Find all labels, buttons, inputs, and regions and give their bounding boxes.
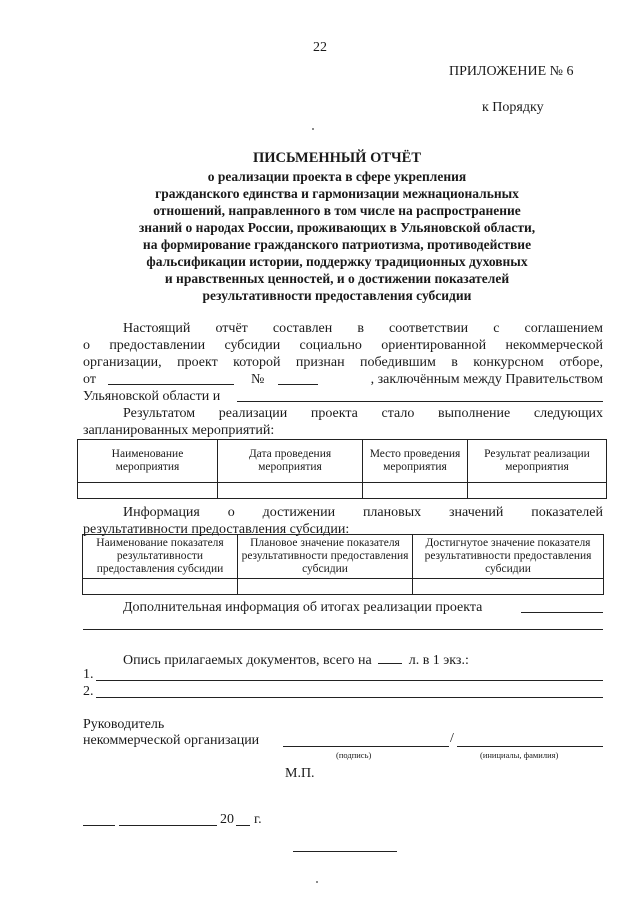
table-header-row <box>78 440 607 483</box>
title-line: результативности предоставления субсидии <box>202 288 472 303</box>
table-cell[interactable] <box>238 579 413 595</box>
intro-line: организации, проект которой признан победившим в конкурсном отборе, <box>83 355 603 370</box>
day-field[interactable] <box>83 825 115 826</box>
indicators-line: Информация о достижении плановых значений показателей <box>123 505 603 520</box>
events-paragraph <box>83 405 603 439</box>
signature-head-label: Руководитель <box>83 717 165 732</box>
title-line: и нравственных ценностей, и о достижении показателей <box>164 271 510 286</box>
table-cell[interactable] <box>218 483 363 499</box>
signature-separator: / <box>450 731 454 746</box>
intro-line: о предоставлении субсидии социально ориентированной некоммерческой <box>83 338 603 353</box>
pages-count-field[interactable] <box>378 651 402 664</box>
number-field[interactable] <box>278 372 318 385</box>
report-title <box>72 150 602 304</box>
documents-intro-suffix: л. в 1 экз.: <box>408 653 469 668</box>
indicators-table <box>82 534 604 595</box>
year-prefix: 20 <box>220 812 234 827</box>
title-line: фальсификации истории, поддержку традиционных духовных <box>146 254 528 269</box>
events-line: запланированных мероприятий: <box>83 423 275 438</box>
title-line: отношений, направленного в том числе на распространение <box>153 203 521 218</box>
additional-info-label: Дополнительная информация об итогах реализации проекта <box>123 600 483 615</box>
closing-divider <box>293 851 397 852</box>
page-number: 22 <box>313 40 327 55</box>
title-line: гражданского единства и гармонизации межнациональных <box>155 186 519 201</box>
scan-speck <box>312 128 314 130</box>
intro-party-line <box>83 388 603 405</box>
indicators-paragraph <box>83 504 603 538</box>
document-item-1-field[interactable] <box>96 680 603 681</box>
concluded-text: , заключённым между Правительством <box>370 372 603 387</box>
year-field[interactable] <box>236 825 250 826</box>
additional-info-field-2[interactable] <box>83 629 603 630</box>
document-item-2: 2. <box>83 684 94 699</box>
party-field[interactable] <box>237 389 603 402</box>
table-cell[interactable] <box>83 579 238 595</box>
additional-info <box>83 599 603 616</box>
signature-field[interactable] <box>283 746 449 747</box>
signature-caption: (подпись) <box>336 750 372 760</box>
table-header-cell: Дата проведения мероприятия <box>218 440 363 483</box>
table-header-cell: Наименование показателя результативности предоставления субсидии <box>83 535 238 579</box>
scan-speck <box>316 881 318 883</box>
table-header-cell: Место проведения мероприятия <box>363 440 468 483</box>
name-field[interactable] <box>457 746 603 747</box>
table-header-cell: Плановое значение показателя результативности предоставления субсидии <box>238 535 413 579</box>
title-line: знаний о народах России, проживающих в Ульяновской области, <box>138 220 536 235</box>
document-item-1: 1. <box>83 667 94 682</box>
table-cell[interactable] <box>363 483 468 499</box>
table-cell[interactable] <box>413 579 604 595</box>
signature-org-label: некоммерческой организации <box>83 733 260 748</box>
table-header-cell: Достигнутое значение показателя результативности предоставления субсидии <box>413 535 604 579</box>
indicators-line: результативности предоставления субсидии: <box>83 522 350 537</box>
table-row <box>83 579 604 595</box>
table-cell[interactable] <box>468 483 607 499</box>
party-label: Ульяновской области и <box>83 389 221 404</box>
title-main: ПИСЬМЕННЫЙ ОТЧЁТ <box>252 150 422 166</box>
date-field[interactable] <box>108 372 234 385</box>
documents-intro <box>83 651 603 669</box>
intro-line: Настоящий отчёт составлен в соответствии с соглашением <box>123 321 603 336</box>
stamp-place: М.П. <box>285 766 315 781</box>
title-line: на формирование гражданского патриотизма, противодействие <box>142 237 532 252</box>
month-field[interactable] <box>119 825 217 826</box>
table-header-cell: Результат реализации мероприятия <box>468 440 607 483</box>
events-line: Результатом реализации проекта стало выполнение следующих <box>123 406 603 421</box>
intro-date-line <box>83 371 603 388</box>
intro-paragraph <box>83 320 603 405</box>
table-header-cell: Наименование мероприятия <box>78 440 218 483</box>
additional-info-field[interactable] <box>521 612 603 613</box>
number-sign: № <box>251 372 265 387</box>
title-line: о реализации проекта в сфере укрепления <box>207 169 467 184</box>
table-header-row <box>83 535 604 579</box>
appendix-label: ПРИЛОЖЕНИЕ № 6 <box>449 64 574 79</box>
from-label: от <box>83 372 96 387</box>
to-order-label: к Порядку <box>482 100 544 115</box>
year-suffix: г. <box>254 812 262 827</box>
table-row <box>78 483 607 499</box>
document-item-2-field[interactable] <box>96 697 603 698</box>
documents-intro-label: Опись прилагаемых документов, всего на <box>123 653 372 668</box>
name-caption: (инициалы, фамилия) <box>480 750 559 760</box>
table-cell[interactable] <box>78 483 218 499</box>
events-table <box>77 439 607 499</box>
